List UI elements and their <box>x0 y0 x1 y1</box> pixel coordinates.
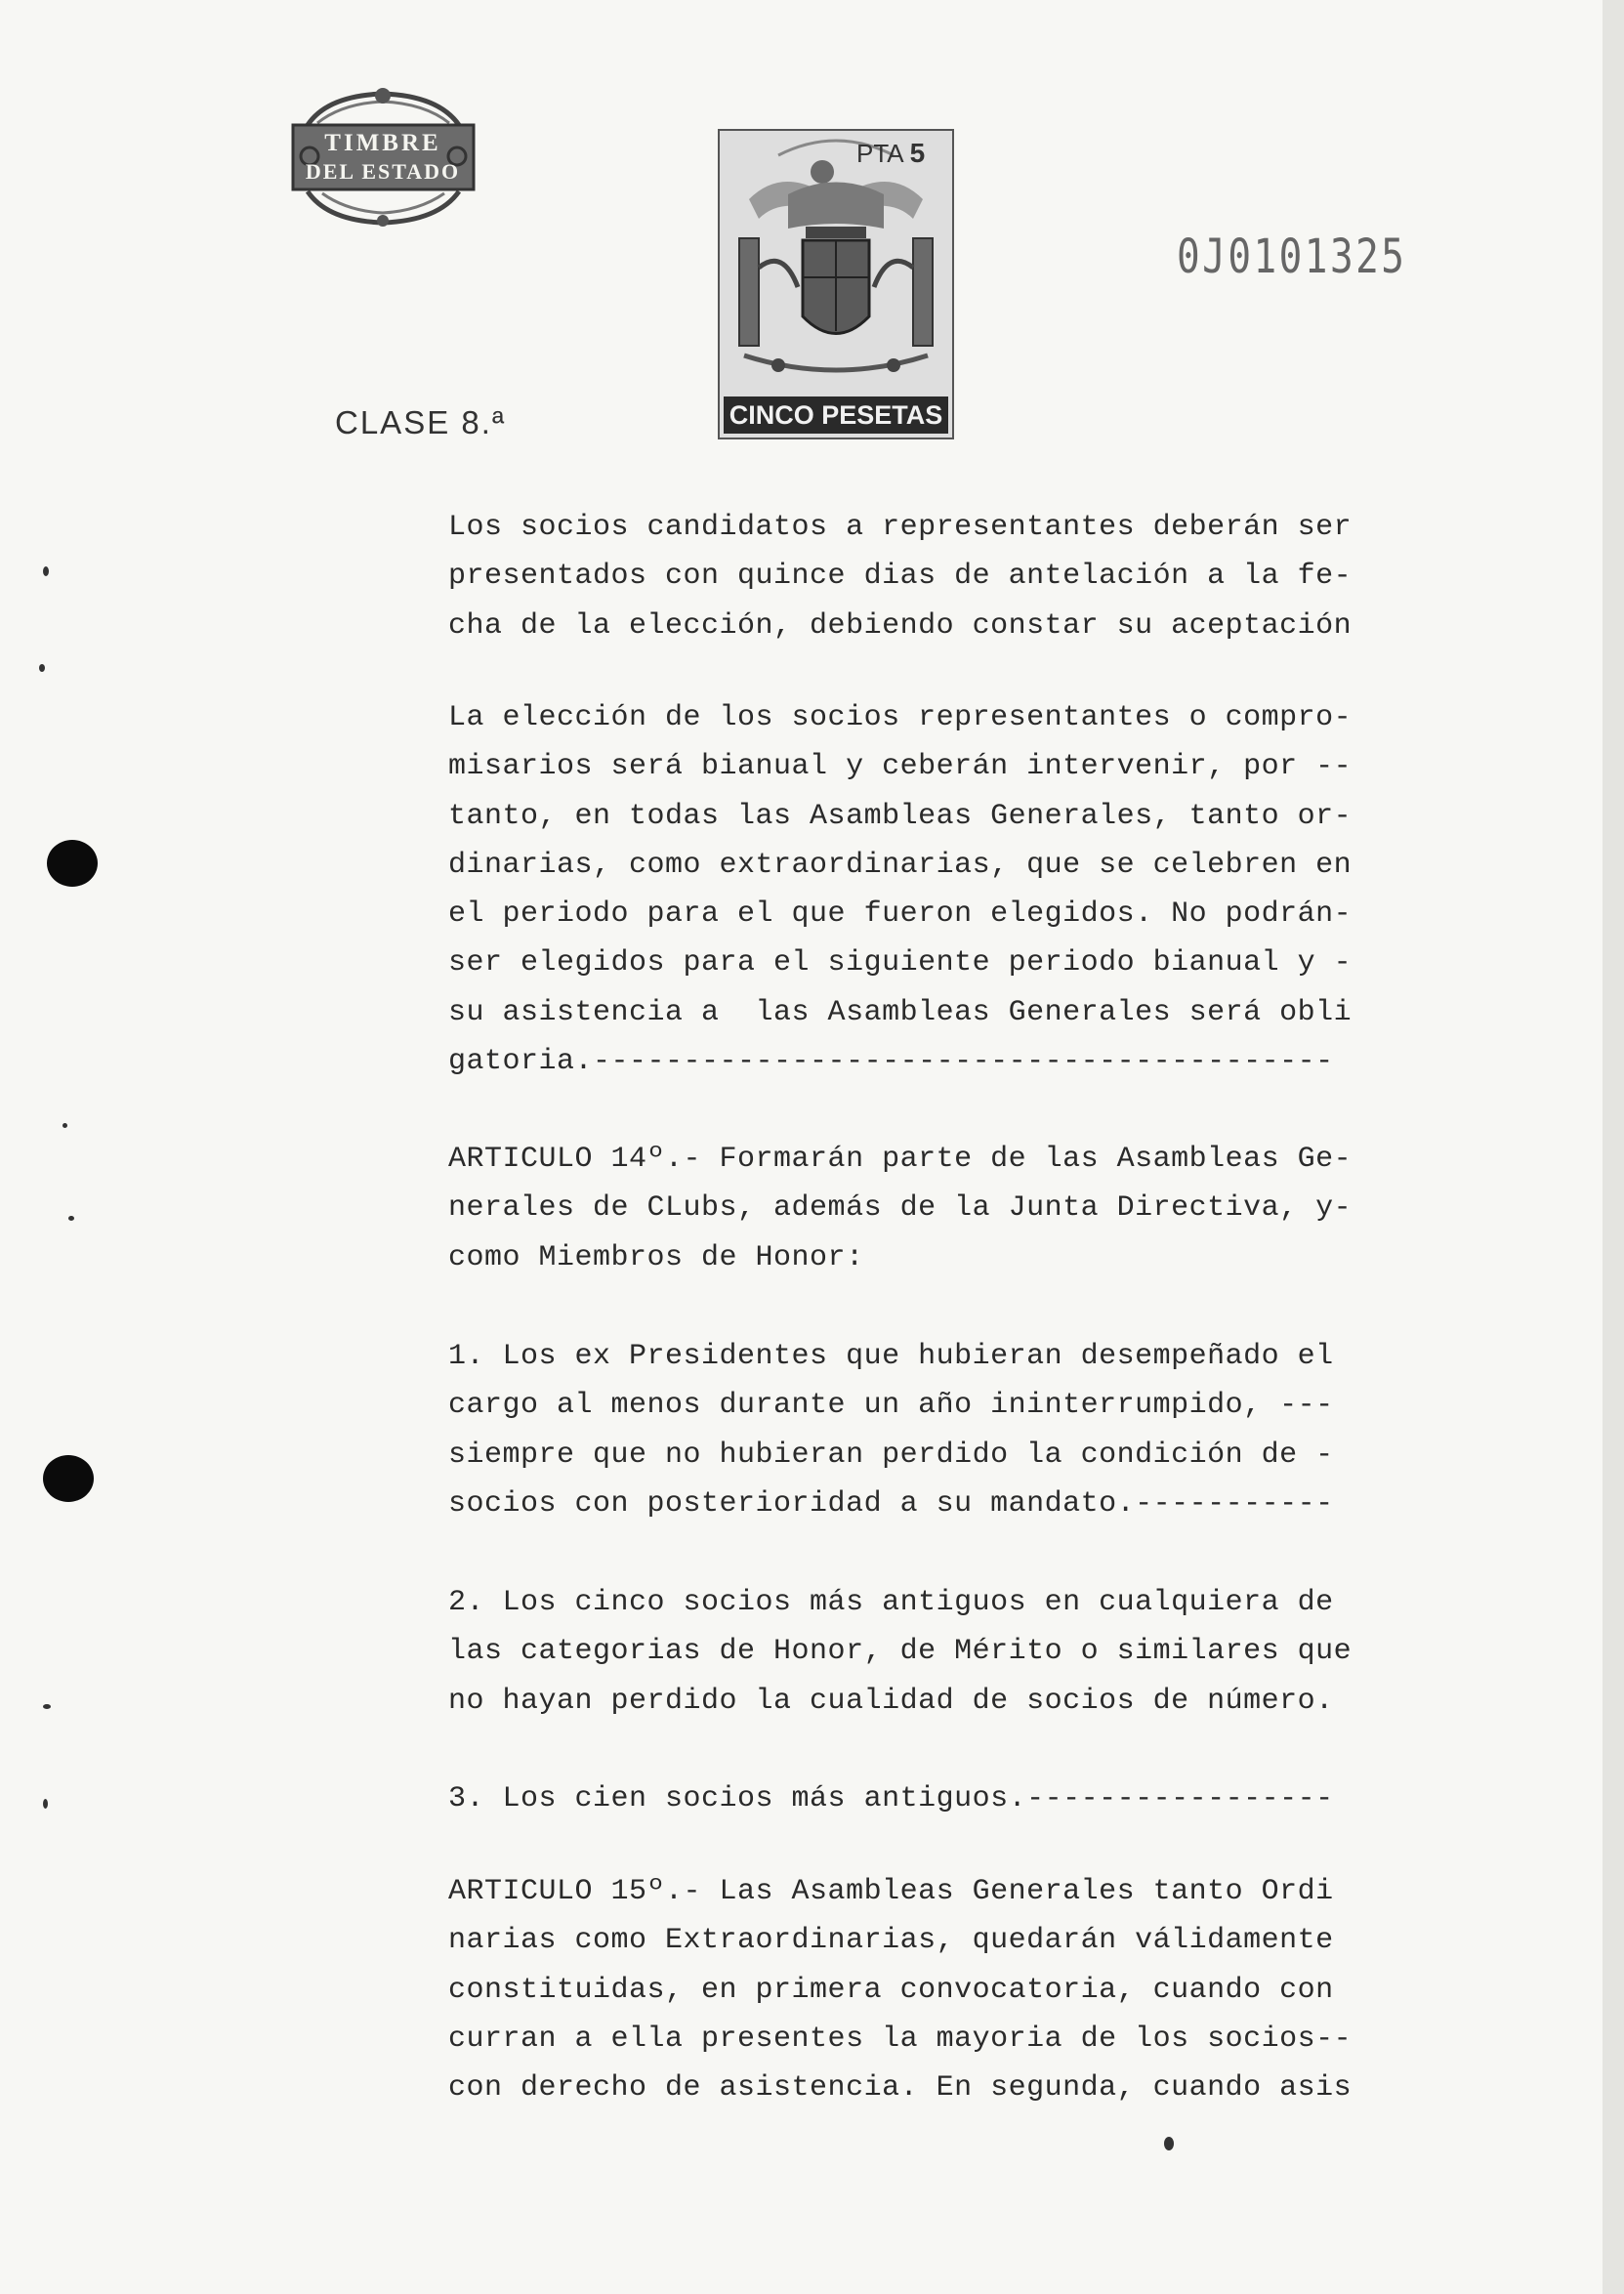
text-line: narias como Extraordinarias, quedarán válidamente <box>448 1924 1334 1958</box>
paragraph-election <box>448 693 1435 1086</box>
article-14 <box>448 1135 1435 1282</box>
stamp-caption: CINCO PESETAS <box>724 396 948 434</box>
text-line: socios con posterioridad a su mandato.----------- <box>448 1486 1334 1521</box>
seal-line1: TIMBRE <box>324 130 441 156</box>
text-line: ARTICULO 14º.- Formarán parte de las Asambleas Ge- <box>448 1143 1353 1176</box>
coat-of-arms-icon <box>720 131 952 438</box>
text-line: curran a ella presentes la mayoria de los socios-- <box>448 2022 1353 2056</box>
text-line: cha de la elección, debiendo constar su aceptación <box>448 608 1353 643</box>
text-line: ser elegidos para el siguiente periodo bianual y - <box>448 946 1353 980</box>
revenue-stamp <box>718 129 954 439</box>
text-line: el periodo para el que fueron elegidos. No podrán- <box>448 897 1353 932</box>
stamp-denomination <box>856 138 925 169</box>
text-line: Los socios candidatos a representantes deberán ser <box>448 511 1353 544</box>
class-label: CLASE 8.ª <box>335 404 507 440</box>
text-line: constituidas, en primera convocatoria, cuando con <box>448 1973 1334 2007</box>
text-line: siempre que no hubieran perdido la condición de - <box>448 1438 1334 1472</box>
item-2 <box>448 1578 1435 1726</box>
text-line: 1. Los ex Presidentes que hubieran desempeñado el <box>448 1340 1334 1373</box>
text-line: su asistencia a las Asambleas Generales será obli <box>448 995 1353 1029</box>
seal-line2: DEL ESTADO <box>305 159 461 184</box>
text-line: nerales de CLubs, además de la Junta Directiva, y- <box>448 1191 1353 1226</box>
speck <box>68 1216 74 1221</box>
text-line: cargo al menos durante un año ininterrumpido, --- <box>448 1389 1334 1423</box>
hole-punch-bottom <box>43 1455 94 1502</box>
text-line: con derecho de asistencia. En segunda, cuando asis <box>448 2071 1353 2106</box>
paragraph-candidates <box>448 503 1435 650</box>
stamp-currency: PTA <box>856 139 904 168</box>
speck <box>62 1123 67 1128</box>
speck <box>39 664 45 672</box>
page-edge <box>1603 0 1624 2294</box>
text-line: las categorias de Honor, de Mérito o similares que <box>448 1635 1353 1669</box>
text-line: presentados con quince dias de antelación a la fe- <box>448 560 1353 594</box>
speck <box>1164 2137 1174 2150</box>
text-line: misarios será bianual y ceberán intervenir, por -- <box>448 750 1353 784</box>
item-3 <box>448 1774 1435 1823</box>
text-line: como Miembros de Honor: <box>448 1240 864 1274</box>
item-1 <box>448 1332 1435 1528</box>
text-line: dinarias, como extraordinarias, que se celebren en <box>448 848 1353 882</box>
stamp-value: 5 <box>909 138 926 168</box>
text-line: 3. Los cien socios más antiguos.----------------- <box>448 1782 1334 1815</box>
text-line: La elección de los socios representantes o compro- <box>448 701 1353 734</box>
speck <box>43 1704 51 1709</box>
text-line: ARTICULO 15º.- Las Asambleas Generales tanto Ordi <box>448 1875 1334 1908</box>
text-line: no hayan perdido la cualidad de socios de número. <box>448 1684 1334 1718</box>
hole-punch-top <box>47 840 98 887</box>
speck <box>43 566 49 576</box>
text-line: tanto, en todas las Asambleas Generales, tanto or- <box>448 799 1353 833</box>
speck <box>43 1799 48 1809</box>
serial-number: 0J0101325 <box>1177 229 1407 284</box>
article-15 <box>448 1867 1435 2112</box>
text-line: 2. Los cinco socios más antiguos en cualquiera de <box>448 1586 1334 1619</box>
text-line: gatoria.----------------------------------------- <box>448 1045 1334 1079</box>
